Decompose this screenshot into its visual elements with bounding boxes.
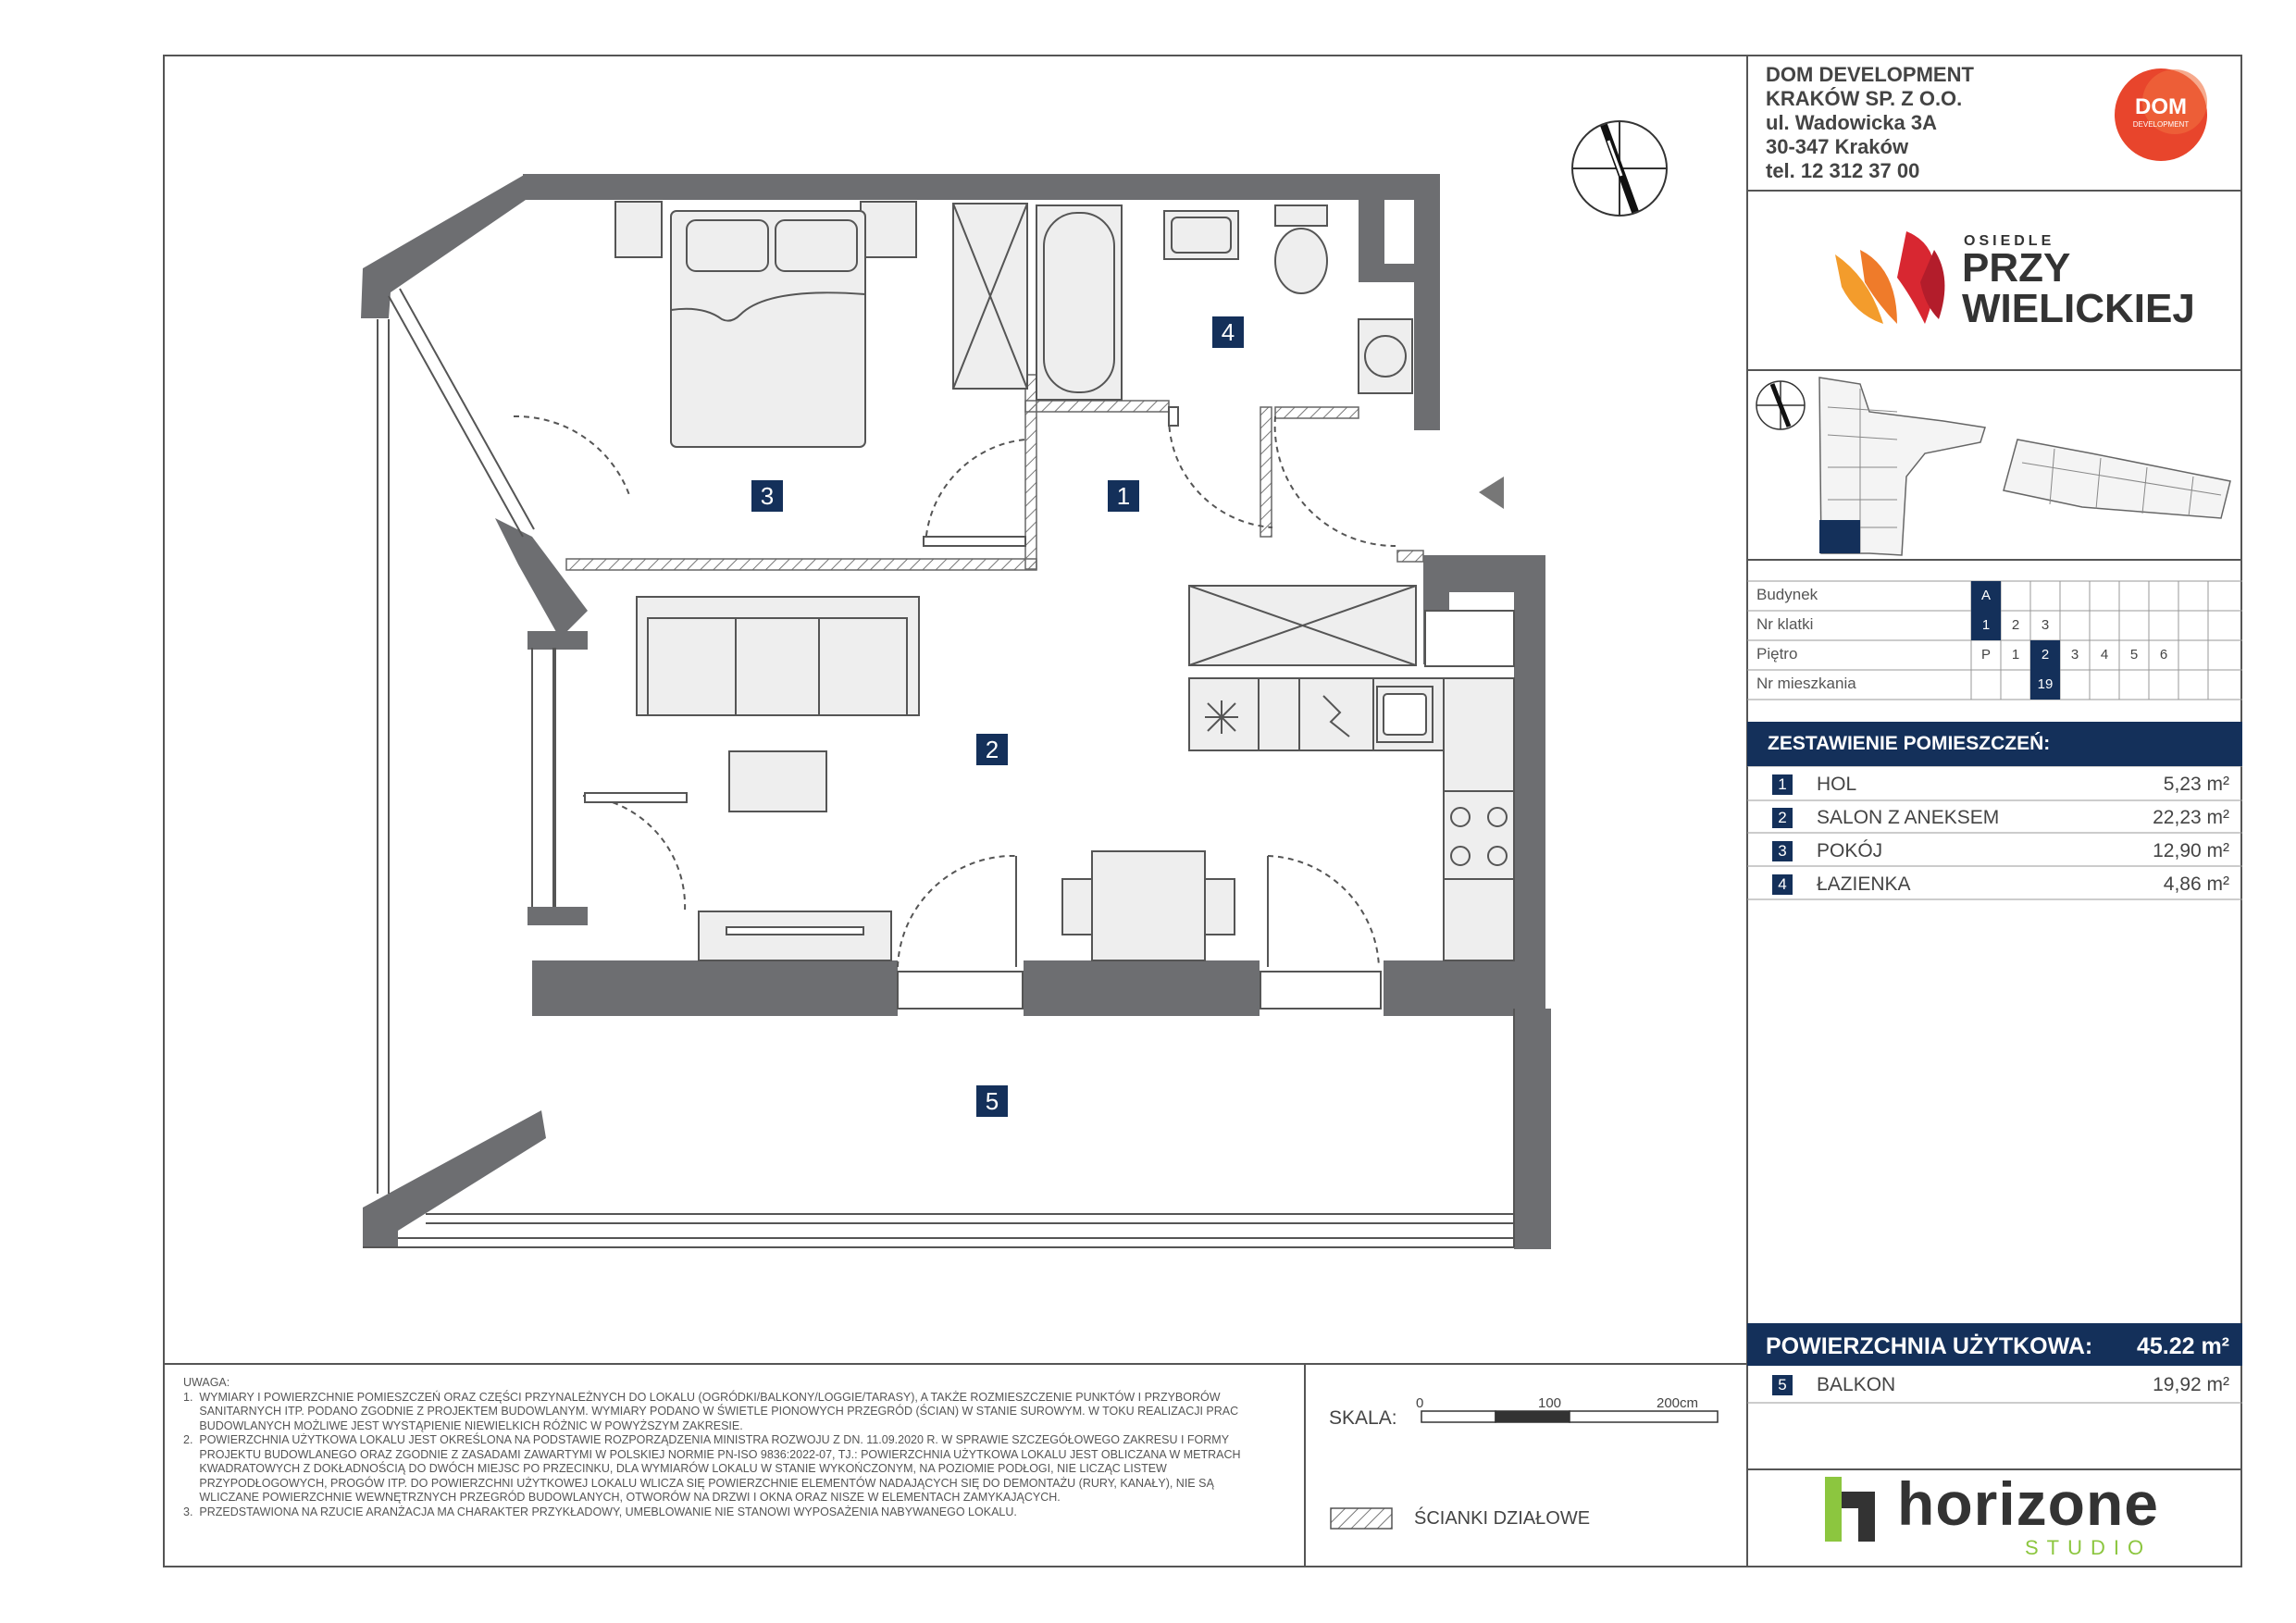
plan-label-1: 1 xyxy=(1108,480,1139,512)
room-row xyxy=(1747,868,2242,901)
legend-partition-label: ŚCIANKI DZIAŁOWE xyxy=(1414,1508,1591,1529)
room-area: 5,23 m² xyxy=(2163,774,2229,795)
estate-logo-line2: WIELICKIEJ xyxy=(1962,286,2195,331)
note-line: 1. WYMIARY I POWIERZCHNIE POMIESZCZEŃ ORAZ CZĘŚCI PRZYNALEŻNYCH DO LOKALU (OGRÓDKI/BALKONY/LOGGIE/TARASY), A TAKŻE ROZMIESZCZENIE PUNKTÓW I PRZYBORÓW xyxy=(183,1390,1221,1404)
balcony-row xyxy=(1747,1369,2242,1403)
info-cell xyxy=(1971,670,2001,700)
dom-logo-sub: DEVELOPMENT xyxy=(2132,120,2190,129)
balcony-name: BALKON xyxy=(1817,1374,1896,1395)
room-area: 4,86 m² xyxy=(2163,873,2229,895)
entrance-arrow-icon xyxy=(1479,477,1504,509)
info-cell: 6 xyxy=(2159,647,2168,663)
horizone-word: horizone xyxy=(1897,1469,2159,1538)
note-line: BUDOWLANYCH MOŻLIWE JEST WYSTĄPIENIE NIEWIELKICH RÓŻNIC W POWYŻSZYM ZAKRESIE. xyxy=(183,1419,743,1432)
usable-area-band xyxy=(1747,1323,2242,1366)
room-area: 22,23 m² xyxy=(2153,807,2229,828)
info-cell: 3 xyxy=(2070,647,2079,663)
scale-tick-0: 0 xyxy=(1416,1395,1424,1411)
estate-logo-icon xyxy=(1835,231,1944,324)
room-number: 1 xyxy=(1772,774,1793,795)
room-area: 12,90 m² xyxy=(2153,840,2229,861)
info-cell: 19 xyxy=(2030,670,2060,700)
rooms-list xyxy=(1747,768,2242,901)
room-number: 3 xyxy=(1772,841,1793,861)
usable-area-value: 45.22 m² xyxy=(2136,1333,2229,1359)
plan-label-4: 4 xyxy=(1212,316,1244,348)
room-name: HOL xyxy=(1817,774,1857,795)
scale-tick-200: 200cm xyxy=(1657,1395,1699,1411)
info-cell: 1 xyxy=(1971,611,2001,640)
info-cell xyxy=(2001,670,2030,700)
info-cell: P xyxy=(1980,647,1991,663)
info-table-grid xyxy=(1747,581,2242,1403)
scale-bar xyxy=(1421,1411,1718,1422)
estate-logo-pre: OSIEDLE xyxy=(1964,233,2055,249)
info-cell: 4 xyxy=(2100,647,2109,663)
info-cell: 5 xyxy=(2129,647,2139,663)
room-name: ŁAZIENKA xyxy=(1817,873,1911,895)
info-cell: 1 xyxy=(2011,647,2020,663)
notes xyxy=(183,1376,1294,1519)
info-label-floor: Piętro xyxy=(1756,645,1798,663)
info-cell: 2 xyxy=(2011,617,2020,633)
estate-logo-line1: PRZY xyxy=(1962,245,2071,291)
info-label-apartment: Nr mieszkania xyxy=(1756,675,1856,692)
legend-hatch-swatch xyxy=(1331,1508,1392,1529)
balcony-number: 5 xyxy=(1772,1375,1793,1395)
plan-label-2: 2 xyxy=(976,734,1008,765)
info-cell: A xyxy=(1971,581,2001,611)
info-cell: 3 xyxy=(2041,617,2050,633)
site-plan-highlight xyxy=(1819,520,1860,553)
scale-tick-100: 100 xyxy=(1538,1395,1562,1411)
room-number: 2 xyxy=(1772,808,1793,828)
note-line: PROJEKTU BUDOWLANEGO ORAZ ZGODNIE Z ZASADAMI ZAWARTYMI W POLSKIEJ NORMIE PN-ISO 9836:2022-07, TJ.: POWIERZCHNIA UŻYTKOWA LOKALU JEST OBLICZANA W METRACH xyxy=(183,1447,1241,1461)
rooms-title: ZESTAWIENIE POMIESZCZEŃ: xyxy=(1747,722,2242,766)
horizone-logo-icon xyxy=(1825,1477,1875,1542)
company-address: DOM DEVELOPMENT KRAKÓW SP. Z O.O. ul. Wadowicka 3A 30-347 Kraków tel. 12 312 37 00 xyxy=(1766,63,1974,182)
note-line: 3. PRZEDSTAWIONA NA RZUCIE ARANŻACJA MA CHARAKTER PRZYKŁADOWY, UMEBLOWANIE NIE STANOWI WYPOSAŻENIA NABYWANEGO LOKALU. xyxy=(183,1505,1017,1518)
info-label-building: Budynek xyxy=(1756,586,1818,603)
usable-area-label: POWIERZCHNIA UŻYTKOWA: xyxy=(1766,1333,2093,1359)
room-name: POKÓJ xyxy=(1817,840,1883,861)
room-number: 4 xyxy=(1772,874,1793,895)
info-table xyxy=(1756,586,1856,704)
site-plan xyxy=(1819,378,2230,555)
furniture xyxy=(615,202,1514,960)
horizone-sub: STUDIO xyxy=(2025,1536,2153,1559)
info-label-stairwell: Nr klatki xyxy=(1756,615,1814,633)
note-line: WLICZANE POWIERZCHNIE WEWNĘTRZNYCH PRZEGRÓD BUDOWLANYCH, OTWORÓW NA DRZWI I OKNA ORAZ NISZE W ELEMENTACH ZAMYKAJĄCYCH. xyxy=(183,1491,1061,1504)
info-cell: 2 xyxy=(2030,640,2060,670)
notes-title: UWAGA: xyxy=(183,1376,230,1389)
room-row xyxy=(1747,801,2242,835)
balcony-area: 19,92 m² xyxy=(2153,1374,2229,1395)
scale-label: SKALA: xyxy=(1329,1407,1397,1429)
note-line: 2. POWIERZCHNIA UŻYTKOWA LOKALU JEST OKREŚLONA NA PODSTAWIE ROZPORZĄDZENIA MINISTRA ROZWOJU Z DN. 11.09.2020 R. W SPRAWIE SZCZEGÓŁOWEGO ZAKRESU I FORMY xyxy=(183,1433,1230,1446)
room-row xyxy=(1747,835,2242,868)
note-line: KWADRATOWYCH Z DOKŁADNOŚCIĄ DO DWÓCH MIEJSC PO PRZECINKU, DLA WYMIARÓW LOKALU W STANIE WYKOŃCZONYM, NA POZIOMIE PODŁOGI, NIE LICZĄC LISTEW xyxy=(183,1462,1167,1475)
room-name: SALON Z ANEKSEM xyxy=(1817,807,2000,828)
note-line: SANITARNYCH ITP. PODANO ZGODNIE Z PROJEKTEM BUDOWLANYM. WYMIARY PODANO W ŚWIETLE PIONOWYCH PRZEGRÓD (ŚCIAN) W STANIE SUROWYM. W TOKU REALIZACJI PRAC xyxy=(183,1405,1239,1418)
room-row xyxy=(1747,768,2242,801)
note-line: PRZYPODŁOGOWYCH, PROGÓW ITP. DO POWIERZCHNI UŻYTKOWEJ LOKALU WLICZA SIĘ POWIERZCHNIE ELEMENTÓW NADAJĄCYCH SIĘ DO DEMONTAŻU (RURY, KANAŁY), NIE SĄ xyxy=(183,1476,1214,1490)
plan-label-5: 5 xyxy=(976,1085,1008,1117)
dom-logo-word: DOM xyxy=(2135,94,2187,119)
plan-label-3: 3 xyxy=(751,480,783,512)
